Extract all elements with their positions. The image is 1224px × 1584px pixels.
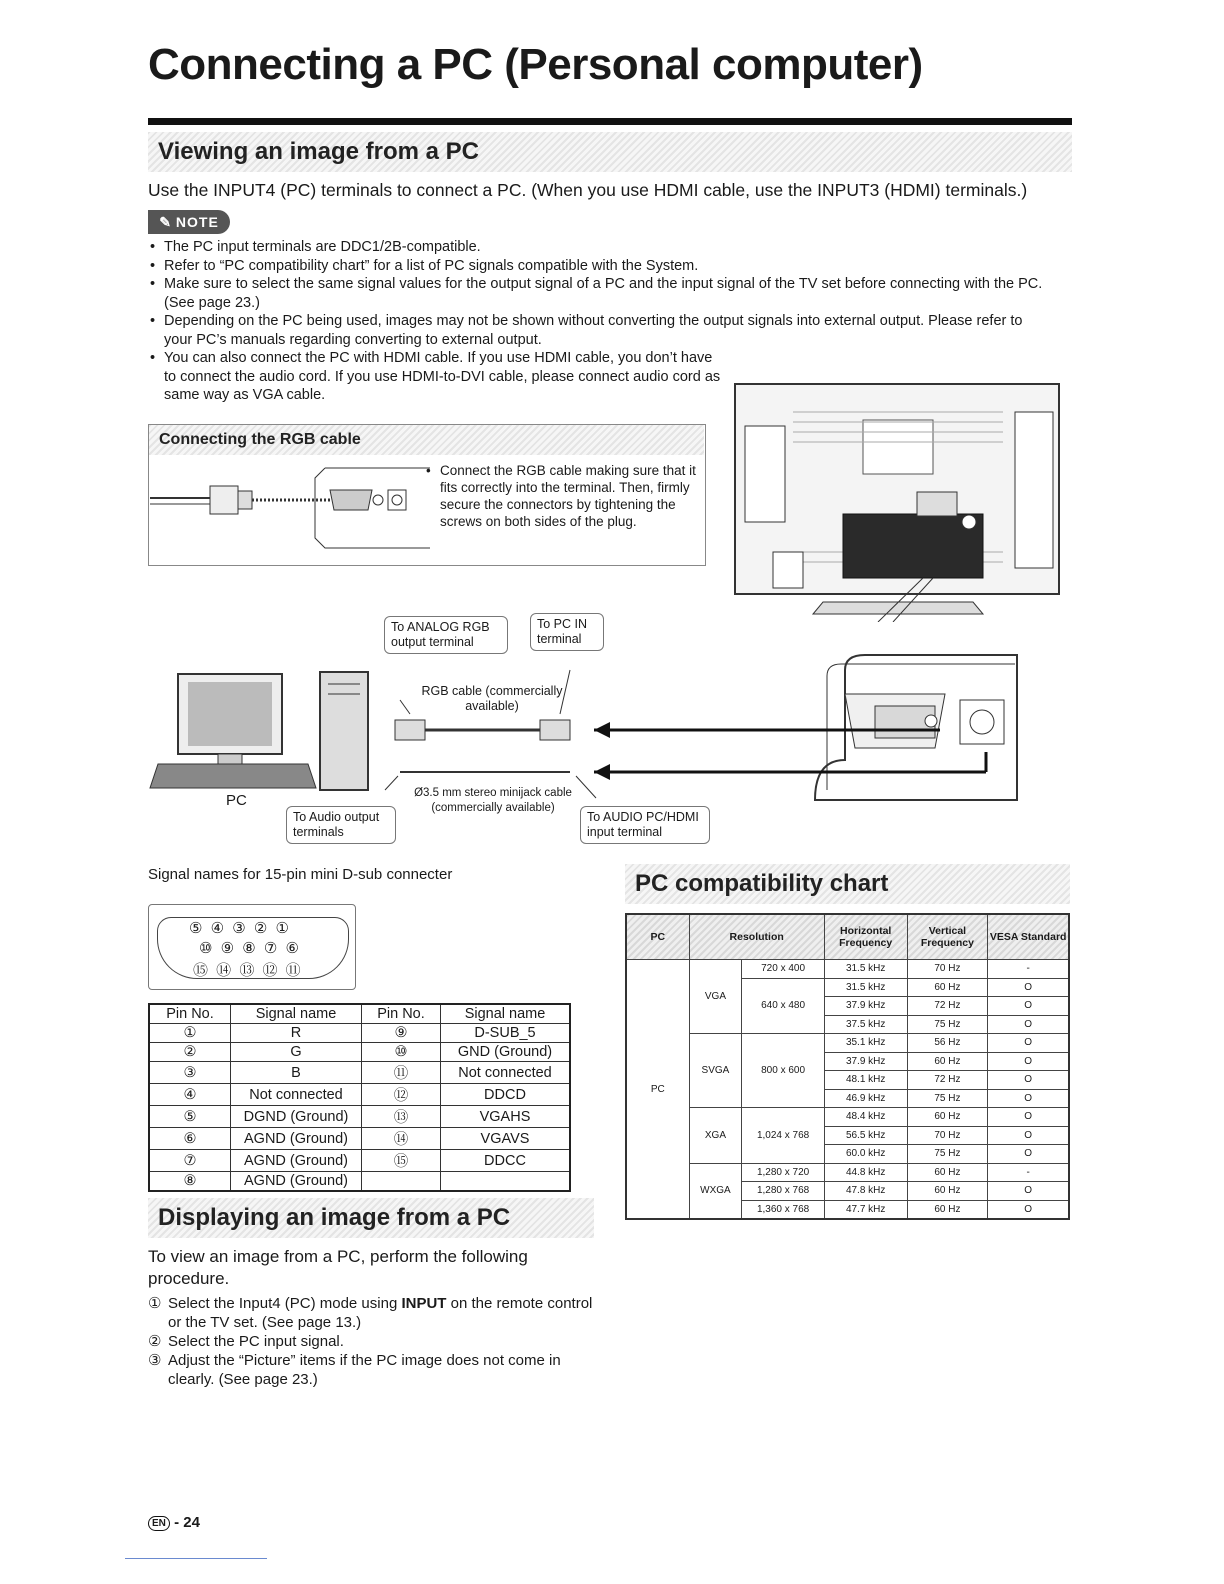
intro-text: Use the INPUT4 (PC) terminals to connect a PC. (When you use HDMI cable, use the INPUT3 (HDMI) terminals.) [148, 180, 1028, 200]
signal-table [148, 1003, 571, 1192]
label-minijack-cable: Ø3.5 mm stereo minijack cable (commercially available) [414, 787, 572, 814]
hfreq-cell: 44.8 kHz [824, 1163, 907, 1182]
page-number: - 24 [174, 1514, 200, 1531]
procedure-steps [148, 1294, 608, 1389]
table-row [626, 1108, 1069, 1127]
pin-cell: ③ [149, 1062, 231, 1084]
vfreq-cell: 75 Hz [907, 1145, 988, 1164]
table-row [149, 1043, 570, 1062]
hfreq-cell: 37.9 kHz [824, 997, 907, 1016]
hfreq-cell: 47.7 kHz [824, 1200, 907, 1219]
vesa-cell: O [988, 1145, 1069, 1164]
section-title-rgb: Connecting the RGB cable [159, 431, 361, 448]
note-item: • You can also connect the PC with HDMI cable. If you use HDMI cable, you don’t have to connect the audio cord. If you use HDMI-to-DVI cable, please connect audio cord as same way as VGA cable. [148, 349, 724, 405]
notes-list [148, 238, 1048, 405]
section-title-displaying: Displaying an image from a PC [158, 1204, 511, 1231]
pin-cell: ⑬ [362, 1106, 441, 1128]
hfreq-cell: 48.1 kHz [824, 1071, 907, 1090]
table-row [626, 1034, 1069, 1053]
signal-caption: Signal names for 15-pin mini D-sub connecter [148, 866, 453, 883]
vfreq-cell: 60 Hz [907, 978, 988, 997]
signal-cell: AGND (Ground) [231, 1128, 362, 1150]
section-band-viewing [148, 132, 1072, 172]
table-row [149, 1062, 570, 1084]
vfreq-cell: 60 Hz [907, 1052, 988, 1071]
note-label: NOTE [175, 214, 219, 230]
section-band-rgb [149, 425, 704, 455]
signal-cell: Not connected [231, 1084, 362, 1106]
header-pc: PC [626, 914, 689, 960]
pin-cell: ⑭ [362, 1128, 441, 1150]
label-to-pc-in: To PC IN terminal [530, 613, 604, 651]
step-number: ② [148, 1333, 162, 1350]
pin-cell: ⑪ [362, 1062, 441, 1084]
note-item: • Depending on the PC being used, images may not be shown without converting the output signals into external output. Please refer to your PC’s manuals regarding converting to external output. [148, 312, 1048, 349]
resolution-cell: 640 x 480 [742, 978, 824, 1034]
pin-cell: ⑧ [149, 1172, 231, 1192]
cable-arrows-illustration [380, 650, 1020, 810]
label-to-audio-input: To AUDIO PC/HDMI input terminal [580, 806, 710, 844]
table-row [149, 1150, 570, 1172]
step-text: Select the PC input signal. [168, 1333, 344, 1350]
vesa-cell: - [988, 960, 1069, 979]
header-pin-no: Pin No. [149, 1004, 231, 1024]
pin-cell: ① [149, 1024, 231, 1043]
pin-row-3: ⑮ ⑭ ⑬ ⑫ ⑪ [193, 962, 303, 979]
language-badge [148, 1516, 170, 1531]
table-row [626, 1163, 1069, 1182]
header-signal-name: Signal name [231, 1004, 362, 1024]
step-number: ③ [148, 1352, 162, 1369]
compat-table [625, 913, 1070, 1220]
signal-cell: DGND (Ground) [231, 1106, 362, 1128]
signal-table-header [149, 1004, 570, 1024]
signal-cell: AGND (Ground) [231, 1172, 362, 1192]
vfreq-cell: 70 Hz [907, 960, 988, 979]
signal-cell: VGAHS [441, 1106, 571, 1128]
header-horizontal-frequency: Horizontal Frequency [824, 914, 907, 960]
resolution-cell: 1,280 x 768 [742, 1182, 824, 1201]
signal-cell: GND (Ground) [441, 1043, 571, 1062]
pin-cell: ⑦ [149, 1150, 231, 1172]
table-row [626, 960, 1069, 979]
hfreq-cell: 31.5 kHz [824, 978, 907, 997]
table-row [149, 1024, 570, 1043]
pin-cell: ⑮ [362, 1150, 441, 1172]
vfreq-cell: 60 Hz [907, 1200, 988, 1219]
resolution-cell: 1,024 x 768 [742, 1108, 824, 1164]
procedure [148, 1246, 608, 1389]
header-resolution: Resolution [689, 914, 824, 960]
vfreq-cell: 56 Hz [907, 1034, 988, 1053]
compat-header [626, 914, 1069, 960]
signal-cell: G [231, 1043, 362, 1062]
hfreq-cell: 56.5 kHz [824, 1126, 907, 1145]
note-badge [148, 210, 230, 234]
note-item: • The PC input terminals are DDC1/2B-compatible. [148, 238, 1048, 257]
page-title: Connecting a PC (Personal computer) [148, 40, 923, 89]
signal-cell: VGAVS [441, 1128, 571, 1150]
vesa-cell: O [988, 1200, 1069, 1219]
note-item: • Refer to “PC compatibility chart” for a list of PC signals compatible with the System. [148, 257, 1048, 276]
pin-cell: ② [149, 1043, 231, 1062]
vfreq-cell: 75 Hz [907, 1089, 988, 1108]
footer-rule [125, 1558, 267, 1559]
vesa-cell: O [988, 1182, 1069, 1201]
signal-cell [441, 1172, 571, 1192]
vesa-cell: O [988, 1052, 1069, 1071]
vfreq-cell: 60 Hz [907, 1163, 988, 1182]
procedure-step [148, 1332, 608, 1351]
page-footer [148, 1514, 200, 1531]
hfreq-cell: 60.0 kHz [824, 1145, 907, 1164]
signal-cell: B [231, 1062, 362, 1084]
mode-cell: VGA [689, 960, 742, 1034]
vfreq-cell: 72 Hz [907, 1071, 988, 1090]
step-bold-text: INPUT [401, 1295, 447, 1312]
vesa-cell: O [988, 1034, 1069, 1053]
hfreq-cell: 37.9 kHz [824, 1052, 907, 1071]
header-vertical-frequency: Vertical Frequency [907, 914, 988, 960]
hfreq-cell: 35.1 kHz [824, 1034, 907, 1053]
pin-row-1: ⑤ ④ ③ ② ① [189, 920, 291, 937]
pc-cell: PC [626, 960, 689, 1220]
step-text: on the remote control or the TV set. (See page 13.) [168, 1295, 593, 1331]
signal-cell: Not connected [441, 1062, 571, 1084]
resolution-cell: 720 x 400 [742, 960, 824, 979]
pin-cell: ⑤ [149, 1106, 231, 1128]
vesa-cell: O [988, 997, 1069, 1016]
vesa-cell: O [988, 1071, 1069, 1090]
header-signal-name: Signal name [441, 1004, 571, 1024]
signal-cell: DDCC [441, 1150, 571, 1172]
section-band-compat [625, 864, 1070, 904]
vfreq-cell: 60 Hz [907, 1108, 988, 1127]
table-row [149, 1128, 570, 1150]
header-vesa-standard: VESA Standard [988, 914, 1069, 960]
pc-label: PC [226, 792, 247, 809]
vesa-cell: O [988, 978, 1069, 997]
signal-cell: DDCD [441, 1084, 571, 1106]
vfreq-cell: 60 Hz [907, 1182, 988, 1201]
hfreq-cell: 46.9 kHz [824, 1089, 907, 1108]
pin-row-2: ⑩ ⑨ ⑧ ⑦ ⑥ [199, 940, 301, 957]
mode-cell: WXGA [689, 1163, 742, 1219]
label-rgb-cable: RGB cable (commercially available) [421, 684, 563, 713]
rgb-instruction: • Connect the RGB cable making sure that it fits correctly into the terminal. Then, firmly secure the connectors by tightening the screws on both sides of the plug. [440, 462, 702, 530]
label-to-audio-output: To Audio output terminals [286, 806, 396, 844]
vfreq-cell: 75 Hz [907, 1015, 988, 1034]
dsub-connector-diagram [148, 904, 356, 990]
language-code: EN [152, 1517, 166, 1529]
pin-cell: ⑫ [362, 1084, 441, 1106]
label-to-analog-rgb: To ANALOG RGB output terminal [384, 616, 508, 654]
signal-cell: AGND (Ground) [231, 1150, 362, 1172]
hfreq-cell: 47.8 kHz [824, 1182, 907, 1201]
step-text: Select the Input4 (PC) mode using [168, 1295, 402, 1312]
header-pin-no: Pin No. [362, 1004, 441, 1024]
vesa-cell: O [988, 1089, 1069, 1108]
title-rule [148, 118, 1072, 125]
table-row [149, 1084, 570, 1106]
section-band-displaying [148, 1198, 594, 1238]
tv-rear-illustration [733, 382, 1063, 622]
step-text: Adjust the “Picture” items if the PC image does not come in clearly. (See page 23.) [168, 1352, 561, 1388]
mode-cell: XGA [689, 1108, 742, 1164]
vfreq-cell: 72 Hz [907, 997, 988, 1016]
vfreq-cell: 70 Hz [907, 1126, 988, 1145]
step-number: ① [148, 1295, 162, 1312]
pin-cell [362, 1172, 441, 1192]
resolution-cell: 1,360 x 768 [742, 1200, 824, 1219]
table-row [149, 1106, 570, 1128]
hfreq-cell: 37.5 kHz [824, 1015, 907, 1034]
procedure-step [148, 1351, 608, 1389]
hfreq-cell: 31.5 kHz [824, 960, 907, 979]
note-item: • Make sure to select the same signal values for the output signal of a PC and the input signal of the TV set before connecting with the PC. (See page 23.) [148, 275, 1048, 312]
vesa-cell: O [988, 1126, 1069, 1145]
signal-cell: R [231, 1024, 362, 1043]
note-icon: ✎ [159, 213, 172, 230]
procedure-step [148, 1294, 608, 1332]
vesa-cell: O [988, 1108, 1069, 1127]
section-title-viewing: Viewing an image from a PC [158, 138, 479, 165]
pin-cell: ④ [149, 1084, 231, 1106]
pin-cell: ⑨ [362, 1024, 441, 1043]
vesa-cell: - [988, 1163, 1069, 1182]
mode-cell: SVGA [689, 1034, 742, 1108]
pc-illustration [148, 664, 370, 792]
table-row [149, 1172, 570, 1192]
hfreq-cell: 48.4 kHz [824, 1108, 907, 1127]
pin-cell: ⑥ [149, 1128, 231, 1150]
resolution-cell: 1,280 x 720 [742, 1163, 824, 1182]
rgb-plug-illustration [150, 458, 430, 562]
resolution-cell: 800 x 600 [742, 1034, 824, 1108]
section-title-compat: PC compatibility chart [635, 870, 889, 897]
vesa-cell: O [988, 1015, 1069, 1034]
signal-cell: D-SUB_5 [441, 1024, 571, 1043]
pin-cell: ⑩ [362, 1043, 441, 1062]
procedure-intro: To view an image from a PC, perform the following procedure. [148, 1247, 528, 1288]
